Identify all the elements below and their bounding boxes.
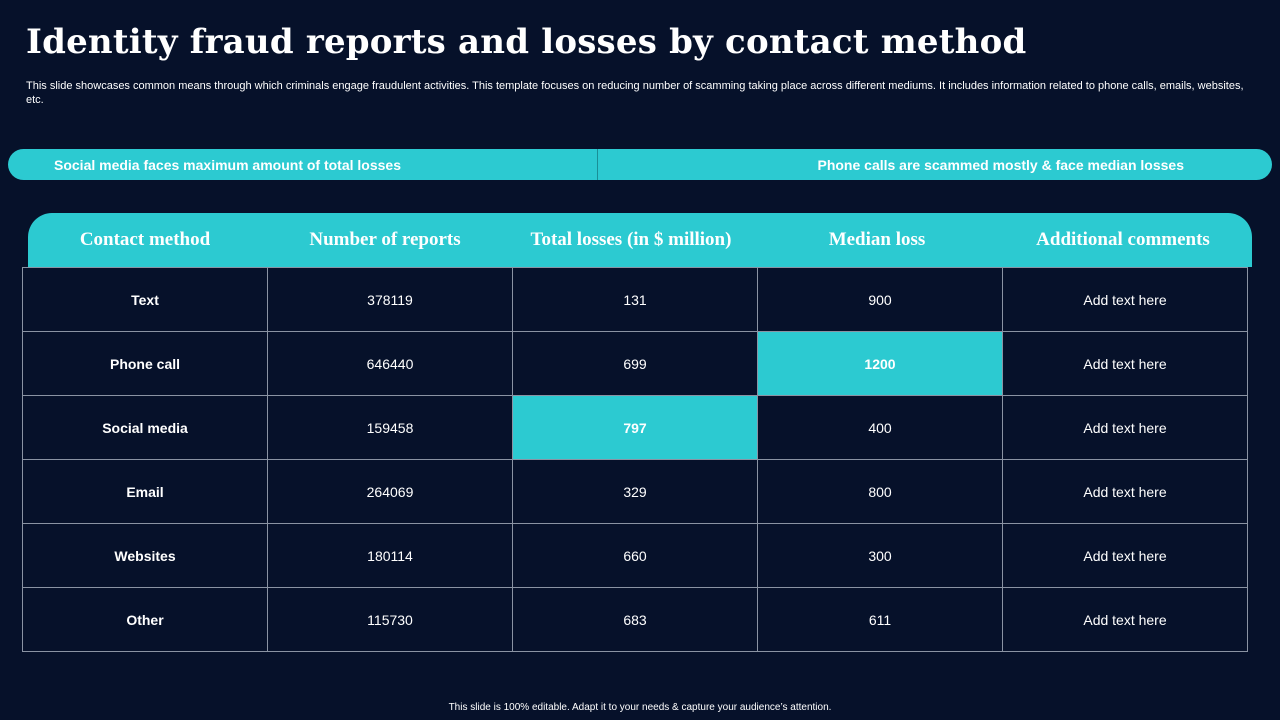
cell-reports: 159458 bbox=[268, 396, 513, 460]
cell-reports: 264069 bbox=[268, 460, 513, 524]
table-row bbox=[23, 396, 1248, 460]
header-contact-method: Contact method bbox=[79, 229, 211, 250]
cell-contact-method: Email bbox=[23, 460, 268, 524]
cell-total-losses: 683 bbox=[513, 588, 758, 652]
cell-total-losses: 329 bbox=[513, 460, 758, 524]
cell-median-loss: 300 bbox=[758, 524, 1003, 588]
table-row bbox=[23, 332, 1248, 396]
header-total-losses: Total losses (in $ million) bbox=[530, 229, 732, 250]
table-row bbox=[23, 524, 1248, 588]
cell-median-loss: 800 bbox=[758, 460, 1003, 524]
table-row bbox=[23, 588, 1248, 652]
cell-total-losses: 660 bbox=[513, 524, 758, 588]
cell-median-loss-highlight: 1200 bbox=[758, 332, 1003, 396]
cell-total-losses: 699 bbox=[513, 332, 758, 396]
cell-median-loss: 400 bbox=[758, 396, 1003, 460]
footer-note: This slide is 100% editable. Adapt it to your needs & capture your audience’s attention. bbox=[448, 702, 832, 713]
table-header bbox=[28, 213, 1252, 267]
cell-contact-method: Text bbox=[23, 268, 268, 332]
cell-comments: Add text here bbox=[1003, 268, 1248, 332]
banner-left-text: Social media faces maximum amount of total losses bbox=[54, 156, 401, 173]
cell-comments: Add text here bbox=[1003, 588, 1248, 652]
cell-reports: 378119 bbox=[268, 268, 513, 332]
cell-comments: Add text here bbox=[1003, 396, 1248, 460]
cell-contact-method: Social media bbox=[23, 396, 268, 460]
banner-right-text: Phone calls are scammed mostly & face median losses bbox=[597, 149, 1273, 180]
cell-comments: Add text here bbox=[1003, 332, 1248, 396]
cell-reports: 115730 bbox=[268, 588, 513, 652]
cell-contact-method: Phone call bbox=[23, 332, 268, 396]
header-additional-comments: Additional comments bbox=[1036, 229, 1210, 250]
header-median-loss: Median loss bbox=[828, 229, 926, 250]
table-row bbox=[23, 268, 1248, 332]
cell-total-losses: 131 bbox=[513, 268, 758, 332]
cell-median-loss: 611 bbox=[758, 588, 1003, 652]
cell-contact-method: Websites bbox=[23, 524, 268, 588]
table-row bbox=[23, 460, 1248, 524]
cell-reports: 180114 bbox=[268, 524, 513, 588]
cell-reports: 646440 bbox=[268, 332, 513, 396]
cell-total-losses-highlight: 797 bbox=[513, 396, 758, 460]
highlights-banner bbox=[8, 149, 1272, 180]
page-title: Identity fraud reports and losses by contact method bbox=[26, 22, 1027, 62]
cell-comments: Add text here bbox=[1003, 524, 1248, 588]
page-description: This slide showcases common means through which criminals engage fraudulent activities. This template focuses on reducing number of scamming taking place across different mediums. It includes information related to phone calls, emails, websites, etc. bbox=[26, 80, 1244, 106]
cell-contact-method: Other bbox=[23, 588, 268, 652]
cell-comments: Add text here bbox=[1003, 460, 1248, 524]
fraud-table bbox=[22, 267, 1248, 652]
header-number-of-reports: Number of reports bbox=[309, 229, 461, 250]
cell-median-loss: 900 bbox=[758, 268, 1003, 332]
